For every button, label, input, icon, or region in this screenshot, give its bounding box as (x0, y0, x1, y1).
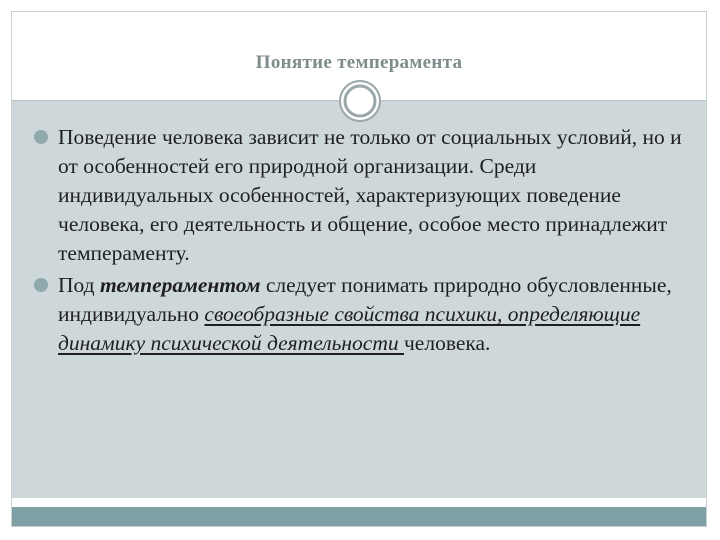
bullet-text: Поведение человека зависит не только от социальных условий, но и от особенностей его природной организации. Среди индивидуальных особенностей, характеризующих поведение человека, его деятельность и общение, особое место принадлежит темпераменту. (58, 125, 682, 265)
bullet-prefix: Под (58, 273, 100, 297)
term-temperament: темпераментом (99, 273, 261, 297)
bullet-item-definition (34, 271, 684, 358)
content-area (12, 101, 706, 498)
underlined-phrase: своеобразные свойства психики, определяющие динамику психической деятельности (58, 302, 641, 355)
bullet-list (34, 123, 684, 361)
bullet-dot-icon (34, 130, 48, 144)
slide-title: Понятие темперамента (255, 52, 463, 73)
bullet-middle: следует понимать природно обусловленные, индивидуально (58, 273, 672, 326)
double-ring-ornament-icon (338, 79, 382, 123)
slide-frame (11, 11, 707, 527)
bottom-bar (12, 507, 706, 526)
bullet-item-behavior (34, 123, 684, 268)
bullet-dot-icon (34, 278, 48, 292)
bullet-suffix: человека. (403, 331, 491, 355)
